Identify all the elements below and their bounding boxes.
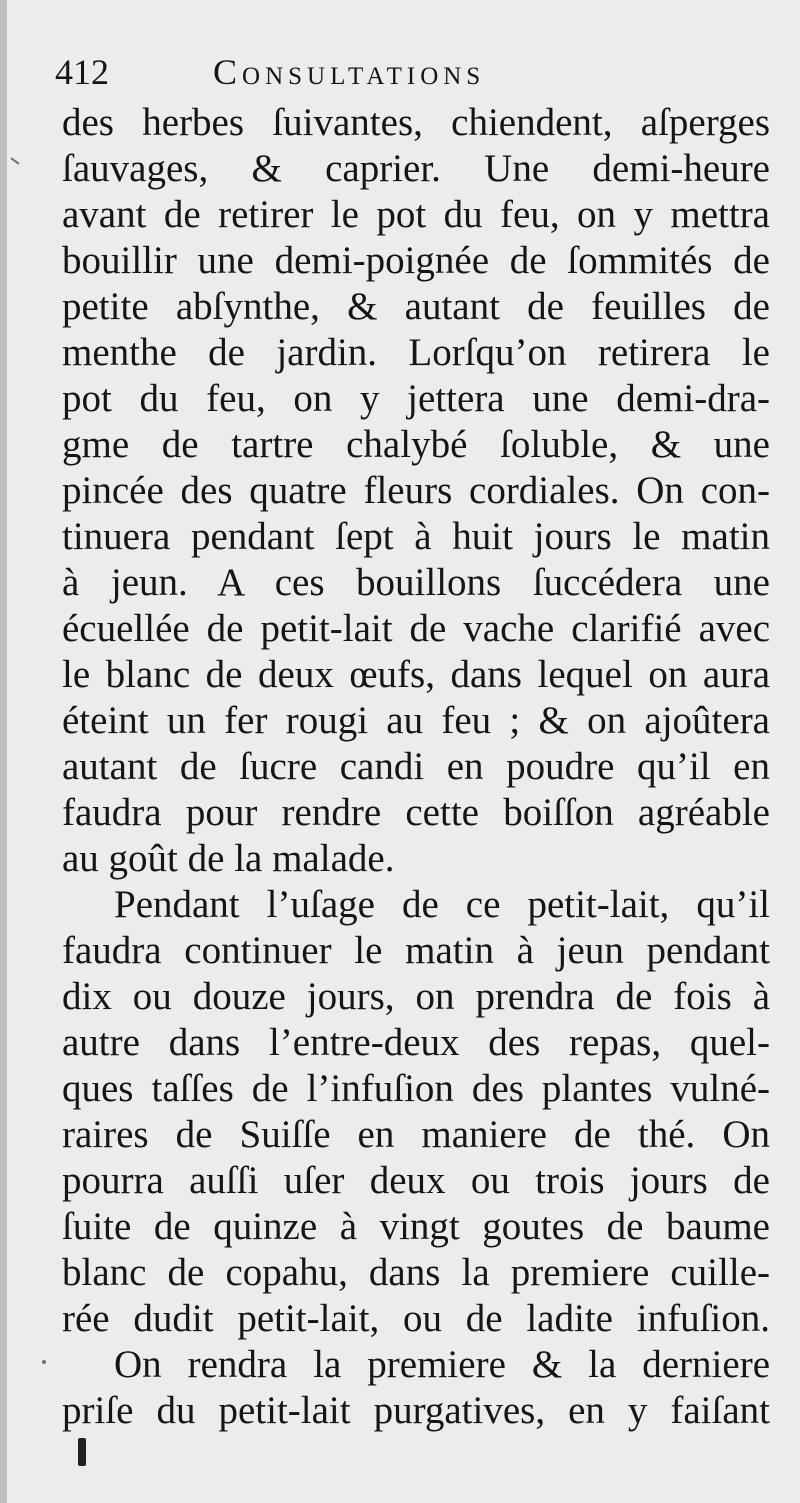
text-line: faudra pour rendre cette boiſſon agréable — [62, 791, 770, 834]
text-line: bouillir une demi-poignée de ſommités de — [62, 239, 770, 282]
text-line: raires de Suiſſe en maniere de thé. On — [62, 1113, 770, 1156]
text-line: autant de ſucre candi en poudre qu’il en — [62, 745, 770, 788]
text-line: rée dudit petit-lait, ou de ladite infuſion. — [62, 1297, 770, 1340]
page-edge — [0, 0, 7, 1503]
text-line: autre dans l’entre-deux des repas, quel- — [62, 1021, 770, 1064]
ink-mark — [78, 1438, 86, 1466]
text-line: ſauvages, & caprier. Une demi-heure — [62, 147, 770, 190]
text-line: le blanc de deux œufs, dans lequel on aura — [62, 653, 770, 696]
page-header — [55, 48, 775, 96]
text-line: priſe du petit-lait purgatives, en y faiſant — [62, 1389, 770, 1432]
text-line: avant de retirer le pot du feu, on y mettra — [62, 193, 770, 236]
text-line: tinuera pendant ſept à huit jours le matin — [62, 515, 770, 558]
text-line: au goût de la malade. — [62, 837, 395, 880]
text-line: ques taſſes de l’infuſion des plantes vulné- — [62, 1067, 770, 1110]
body-text — [62, 100, 770, 1434]
text-line: gme de tartre chalybé ſoluble, & une — [62, 423, 770, 466]
text-line: à jeun. A ces bouillons ſuccédera une — [62, 561, 770, 604]
ink-mark — [10, 157, 19, 164]
text-line: éteint un fer rougi au feu ; & on ajoûtera — [62, 699, 770, 742]
page-number: 412 — [55, 52, 109, 92]
text-line: faudra continuer le matin à jeun pendant — [62, 929, 770, 972]
text-line: pourra auſſi uſer deux ou trois jours de — [62, 1159, 770, 1202]
text-line: pincée des quatre fleurs cordiales. On con- — [62, 469, 770, 512]
text-line: blanc de copahu, dans la premiere cuille- — [62, 1251, 770, 1294]
text-line: ſuite de quinze à vingt goutes de baume — [62, 1205, 770, 1248]
paragraph-first-line: Pendant l’uſage de ce petit-lait, qu’il — [114, 883, 770, 926]
text-line: pot du feu, on y jettera une demi-dra- — [62, 377, 770, 420]
text-line: petite abſynthe, & autant de feuilles de — [62, 285, 770, 328]
text-line: dix ou douze jours, on prendra de fois à — [62, 975, 770, 1018]
paragraph-first-line: On rendra la premiere & la derniere — [114, 1343, 770, 1386]
text-line: menthe de jardin. Lorſqu’on retirera le — [62, 331, 770, 374]
ink-spot — [42, 1360, 46, 1364]
running-title: Consultations — [213, 52, 486, 92]
text-line: des herbes ſuivantes, chiendent, aſperges — [62, 101, 770, 144]
text-line: écuellée de petit-lait de vache clarifié avec — [62, 607, 770, 650]
